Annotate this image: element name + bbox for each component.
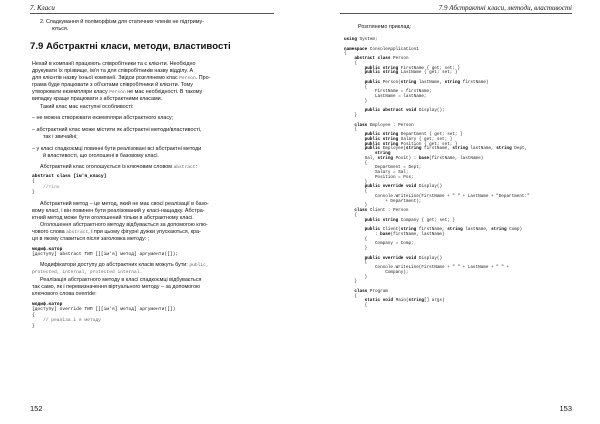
- paragraph-line: грама буде працювати з об'єктами співробітники й клієнти. Тому: [32, 82, 193, 88]
- code-line: }: [344, 279, 357, 285]
- code-line: public string Department { get; set; }: [364, 132, 463, 137]
- code-line: public override void Display(): [364, 255, 443, 261]
- code-line: {: [344, 160, 368, 166]
- paragraph-line: ктний метод може бути оголошений тільки в абстрактному класі.: [32, 215, 194, 221]
- paragraph-line: Реалізація абстрактного методу в класі спадкоємці відбувається: [40, 277, 202, 283]
- code-line: {: [344, 60, 357, 66]
- bullet-item: так і звичайні;: [43, 134, 78, 140]
- code-line: {: [344, 51, 347, 57]
- paragraph-line: ця в якому ставиться після заголовка методу: ;: [32, 236, 150, 242]
- code-line: }: [344, 274, 368, 280]
- section-heading: 7.9 Абстрактні класи, методи, властивості: [30, 41, 231, 52]
- code-line: LastName = lastName;: [344, 94, 427, 99]
- code-line: {: [344, 84, 368, 90]
- code-line: {: [344, 293, 357, 299]
- bullet-item: – абстрактний клас може містити як абстрактні методи/властивості,: [32, 127, 202, 133]
- paragraph-line: чового слова abstract, і при цьому фігурні дужки упускаються, кра-: [32, 229, 201, 235]
- paragraph-line: Модифікатори доступу до абстрактних класів можуть бути: public,: [40, 262, 209, 268]
- code-line: {: [344, 260, 368, 266]
- list-item: ються.: [52, 26, 69, 32]
- paragraph-line: випадку краще працювати з абстрактними класами.: [32, 96, 163, 102]
- code-line: static void Main(string[] args): [364, 298, 445, 304]
- code-line: public string FirstName { get; set; }: [364, 65, 461, 71]
- code-line: Sal, string Posit) : base(firstName, lastName): [344, 155, 484, 161]
- code-line: {: [344, 303, 368, 308]
- paragraph-line: так само, як і перевизначення віртуального методу – за допомогою: [32, 284, 201, 290]
- code-line: public abstract void Display();: [364, 108, 445, 114]
- code-block: abstract class [ім'я_класу] { //тіло }: [32, 174, 107, 196]
- code-block: модиф.катор [доступу] abstract ТИП [][ім'я] метод] аргументи([]);: [32, 247, 179, 258]
- code-line: }: [344, 246, 368, 251]
- code-line: class Client : Person: [354, 208, 409, 213]
- list-item: 2. Спадкування й поліморфізм для статичних членів не підтриму-: [40, 19, 205, 25]
- code-line: Company);: [344, 269, 409, 275]
- code-line: }: [344, 113, 357, 118]
- code-line: using System;: [344, 37, 378, 42]
- code-line: + Department);: [344, 198, 422, 204]
- code-line: FirstName = firstName;: [344, 89, 432, 95]
- code-line: public Client(string firstName, string lastName, string Comp): [364, 227, 523, 232]
- code-line: public Person(string lastName, string firstName): [364, 79, 489, 85]
- page-number: 152: [30, 404, 43, 413]
- code-line: Salary = Sal;: [344, 170, 409, 175]
- right-page: [300, 0, 600, 424]
- paragraph-line: Нехай в компанії працюють співробітники та є клієнти. Необхідно: [32, 61, 196, 67]
- code-line: {: [344, 212, 357, 218]
- code-line: {: [344, 189, 368, 194]
- code-line: {: [344, 236, 368, 242]
- page-number: 153: [559, 404, 572, 413]
- paragraph-line: Абстрактний клас оголошується із ключовим словом abstract:: [40, 164, 198, 170]
- code-line: string: [374, 151, 391, 156]
- running-header: 7.9 Абстрактні класи, методи, властивості: [438, 4, 572, 12]
- paragraph-line: Оголошення абстрактного методу відбувається за допомогою клю-: [40, 222, 208, 228]
- code-line: abstract class Person: [354, 56, 409, 61]
- code-line: public override void Display(): [364, 184, 443, 190]
- paragraph-line: Розглянемо приклад:: [358, 24, 411, 30]
- paragraph-line: друкувати їх прізвище, ім'я та для співробітників назву відділу. А: [32, 68, 194, 74]
- code-line: }: [344, 203, 368, 209]
- paragraph-line: Такий клас має наступні особливості:: [40, 104, 134, 110]
- code-line: public string Salary { get; set; }: [364, 136, 453, 142]
- code-line: public string Company { get; set; }: [364, 217, 455, 223]
- running-header: 7. Класи: [30, 4, 55, 12]
- code-line: Console.WriteLine(FirstName + " " + LastName + " " +: [344, 265, 510, 270]
- code-line: public string Position { get; set; }: [364, 141, 458, 147]
- code-line: {: [344, 127, 357, 133]
- paragraph-line: утворювати екземпляри класу Person не має необхідності. В такому: [32, 89, 203, 95]
- paragraph-line: ключового слова override:: [32, 291, 97, 297]
- code-line: class Program: [354, 288, 388, 294]
- code-block: модиф.катор [доступу] override ТИП [][ім'я] метод] аргументи([]) { // реаліза.і я методу }: [32, 302, 176, 329]
- paragraph-line: Абстрактний метод – це метод, який не має своєї реалізації в базо-: [40, 201, 209, 207]
- header-rule: [340, 13, 572, 14]
- code-line: public Employee(string firstName, string lastName, string Dept,: [364, 146, 528, 152]
- code-line: class Employee : Person: [354, 122, 414, 128]
- code-line: Department = Dept;: [344, 165, 422, 171]
- code-line: namespace ConsoleApplication1: [344, 46, 419, 52]
- code-line: public string LastName { get; set; }: [364, 70, 458, 76]
- header-rule: [30, 13, 274, 14]
- paragraph-line: для клієнтів назву їхньої компанії. Звідси розглянемо клас Person. Про-: [32, 75, 211, 81]
- code-line: Company = Comp;: [344, 241, 414, 247]
- bullet-item: – у класі спадкоємці повинні бути реалізовані всі абстрактні методи: [32, 146, 202, 152]
- code-line: Console.WriteLine(FirstName + " " + LastName + "Department:": [344, 193, 530, 199]
- paragraph-line: вому класі, і він повинен бути реалізований у класі-нащадку. Абстра-: [32, 208, 205, 214]
- bullet-item: – не можна створювати екземпляри абстрактного класу;: [32, 115, 174, 121]
- code-listing: [344, 38, 530, 309]
- code-line: }: [344, 98, 368, 104]
- paragraph-line: protected, internal, protected internal.: [32, 270, 143, 275]
- code-line: }: [344, 179, 368, 185]
- code-line: Position = Pos;: [344, 174, 414, 180]
- code-line: : base(firstName, lastName): [344, 231, 445, 237]
- bullet-item: й властивості, що оголошені в базовому класі.: [43, 153, 159, 159]
